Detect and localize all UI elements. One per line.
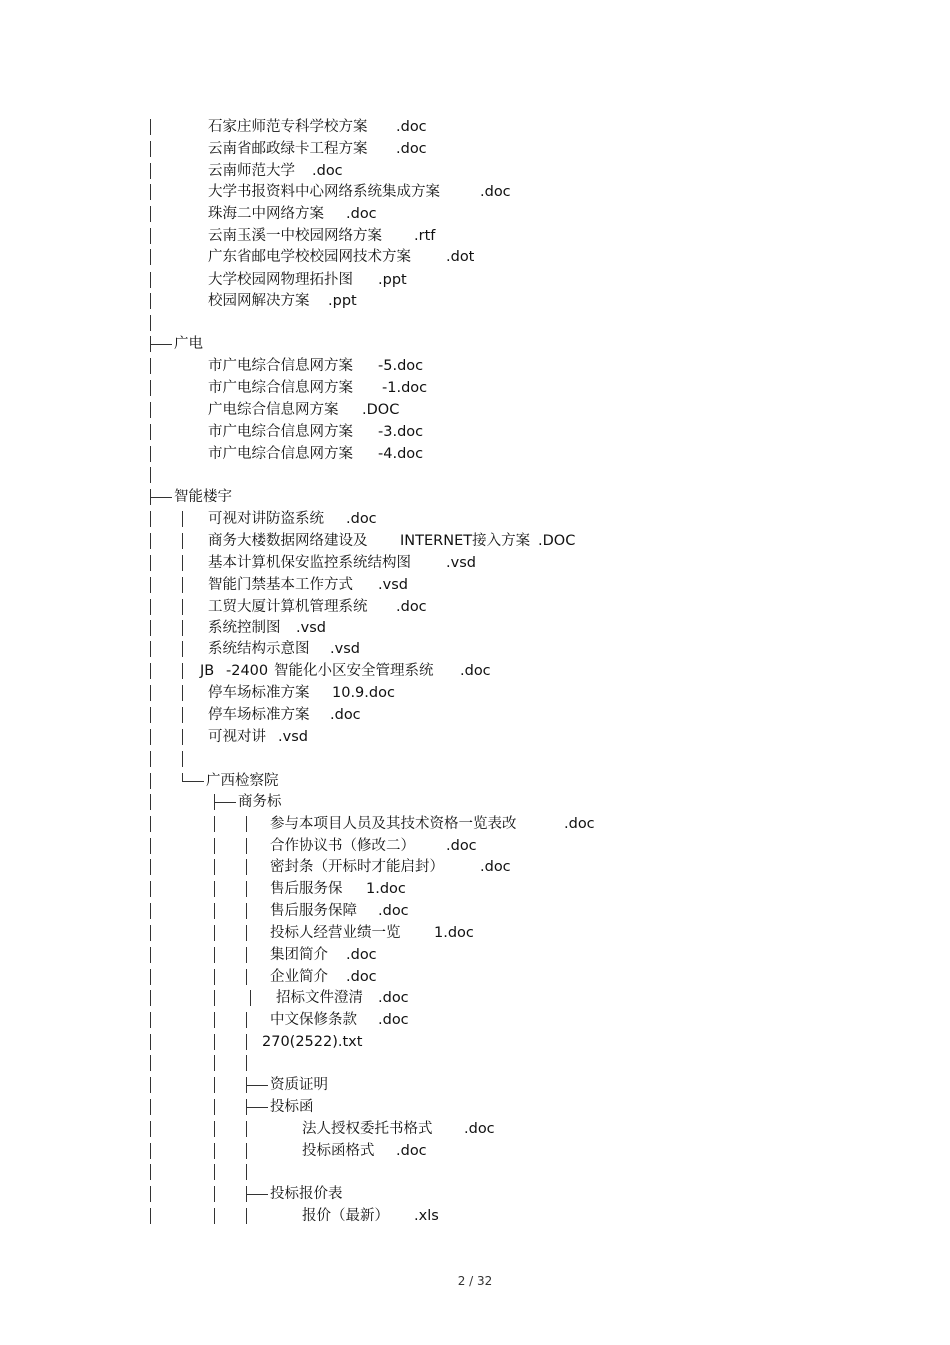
tree-vertical-bar — [150, 1077, 151, 1093]
tree-vertical-bar — [150, 1012, 151, 1028]
tree-line — [0, 813, 950, 835]
tree-item-extension: .doc — [396, 141, 427, 157]
tree-item-extension: -4.doc — [378, 446, 424, 462]
tree-item-name: 智能楼宇 — [174, 489, 232, 505]
tree-item-extension: .doc — [480, 184, 511, 200]
tree-line — [0, 203, 950, 225]
tree-vertical-bar — [150, 903, 151, 919]
tree-corner-bar — [182, 773, 183, 781]
tree-vertical-bar — [214, 1034, 215, 1050]
tree-line — [0, 900, 950, 922]
tree-vertical-bar — [150, 424, 151, 440]
tree-vertical-bar — [250, 990, 251, 1006]
tree-vertical-bar — [150, 1143, 151, 1159]
tree-vertical-bar — [182, 641, 183, 657]
tree-line — [0, 856, 950, 878]
tree-branch-connector — [246, 1194, 268, 1195]
tree-line — [0, 726, 950, 748]
tree-vertical-bar — [246, 1208, 247, 1224]
tree-vertical-bar — [150, 228, 151, 244]
tree-line — [0, 552, 950, 574]
tree-vertical-bar — [150, 402, 151, 418]
tree-item-name: 合作协议书（修改二） — [270, 838, 415, 854]
tree-vertical-bar — [150, 859, 151, 875]
tree-corner-connector — [182, 781, 204, 782]
tree-vertical-bar — [150, 511, 151, 527]
tree-vertical-bar — [150, 751, 151, 767]
tree-item-extension: .doc — [396, 599, 427, 615]
tree-item-extension: .doc — [378, 990, 409, 1006]
tree-item-name: 市广电综合信息网方案 — [208, 358, 353, 374]
tree-vertical-bar — [214, 1164, 215, 1180]
tree-item-extension: .doc — [446, 838, 477, 854]
tree-line — [0, 138, 950, 160]
tree-line — [0, 704, 950, 726]
tree-vertical-bar — [150, 315, 151, 331]
tree-item-name: 校园网解决方案 — [208, 293, 310, 309]
tree-item-name: 报价（最新） — [302, 1208, 389, 1224]
tree-item-extension: .dot — [446, 249, 475, 265]
tree-item-extension: 10.9.doc — [332, 685, 395, 701]
tree-item-name: 可视对讲 — [208, 729, 266, 745]
tree-line — [0, 443, 950, 465]
tree-item-name: 售后服务保障 — [270, 903, 357, 919]
tree-item-extension: .doc — [346, 969, 377, 985]
tree-item-name: 工贸大厦计算机管理系统 — [208, 599, 368, 615]
tree-line — [0, 682, 950, 704]
tree-line — [0, 791, 950, 813]
tree-vertical-bar — [150, 293, 151, 309]
tree-vertical-bar — [214, 816, 215, 832]
tree-line — [0, 574, 950, 596]
tree-vertical-bar — [214, 1012, 215, 1028]
tree-item-name: 系统控制图 — [208, 620, 281, 636]
tree-item-name: 270(2522).txt — [262, 1034, 363, 1050]
tree-vertical-bar — [214, 969, 215, 985]
tree-vertical-bar — [182, 620, 183, 636]
tree-vertical-bar — [150, 599, 151, 615]
tree-line — [0, 748, 950, 770]
tree-line — [0, 355, 950, 377]
tree-vertical-bar — [150, 685, 151, 701]
tree-item-name: 资质证明 — [270, 1077, 328, 1093]
tree-vertical-bar — [246, 881, 247, 897]
tree-vertical-bar — [246, 1012, 247, 1028]
tree-line — [0, 596, 950, 618]
tree-line — [0, 1205, 950, 1227]
tree-vertical-bar — [150, 620, 151, 636]
tree-vertical-bar — [150, 1034, 151, 1050]
tree-vertical-bar — [150, 358, 151, 374]
tree-vertical-bar — [182, 751, 183, 767]
tree-item-extension: 1.doc — [434, 925, 474, 941]
tree-line — [0, 246, 950, 268]
tree-item-extension: .rtf — [414, 228, 436, 244]
tree-item-name: 投标报价表 — [270, 1186, 343, 1202]
tree-line — [0, 1140, 950, 1162]
tree-vertical-bar — [150, 729, 151, 745]
tree-line — [0, 1031, 950, 1053]
tree-vertical-bar — [150, 206, 151, 222]
tree-line — [0, 1074, 950, 1096]
tree-vertical-bar — [150, 141, 151, 157]
tree-item-extension: .doc — [378, 903, 409, 919]
tree-vertical-bar — [214, 1121, 215, 1137]
tree-item-name: 投标函 — [270, 1099, 314, 1115]
tree-vertical-bar — [214, 1143, 215, 1159]
tree-vertical-bar — [150, 555, 151, 571]
tree-item-extension: 1.doc — [366, 881, 406, 897]
tree-line — [0, 1183, 950, 1205]
tree-vertical-bar — [246, 1034, 247, 1050]
tree-vertical-bar — [150, 446, 151, 462]
tree-line — [0, 770, 950, 792]
tree-line — [0, 160, 950, 182]
tree-item-extension: .doc — [346, 511, 377, 527]
tree-item-extension: .ppt — [328, 293, 357, 309]
tree-vertical-bar — [150, 663, 151, 679]
tree-line — [0, 835, 950, 857]
tree-item-name: 云南玉溪一中校园网络方案 — [208, 228, 382, 244]
tree-vertical-bar — [150, 1186, 151, 1202]
tree-vertical-bar — [150, 184, 151, 200]
tree-vertical-bar — [150, 577, 151, 593]
tree-item-name: 集团简介 — [270, 947, 328, 963]
tree-vertical-bar — [150, 881, 151, 897]
tree-line — [0, 660, 950, 682]
tree-vertical-bar — [182, 511, 183, 527]
tree-vertical-bar — [150, 816, 151, 832]
tree-item-name: 市广电综合信息网方案 — [208, 380, 353, 396]
tree-vertical-bar — [214, 1208, 215, 1224]
tree-vertical-bar — [182, 599, 183, 615]
tree-line — [0, 290, 950, 312]
tree-item-name: JB — [200, 663, 215, 679]
tree-line — [0, 464, 950, 486]
tree-vertical-bar — [150, 838, 151, 854]
tree-vertical-bar — [214, 1055, 215, 1071]
tree-item-name: 企业简介 — [270, 969, 328, 985]
tree-item-name: 广西检察院 — [206, 773, 279, 789]
tree-item-name: 智能门禁基本工作方式 — [208, 577, 353, 593]
tree-vertical-bar — [150, 641, 151, 657]
tree-vertical-bar — [214, 1186, 215, 1202]
tree-item-extension: .doc — [346, 947, 377, 963]
tree-item-name: 市广电综合信息网方案 — [208, 424, 353, 440]
tree-line — [0, 922, 950, 944]
tree-branch-connector — [246, 1085, 268, 1086]
tree-item-extension: .vsd — [296, 620, 326, 636]
tree-line — [0, 116, 950, 138]
tree-item-extension: .vsd — [446, 555, 476, 571]
tree-line — [0, 377, 950, 399]
tree-vertical-bar — [246, 1055, 247, 1071]
tree-vertical-bar — [150, 467, 151, 483]
tree-item-name: 云南省邮政绿卡工程方案 — [208, 141, 368, 157]
tree-line — [0, 333, 950, 355]
tree-vertical-bar — [150, 1121, 151, 1137]
tree-item-name: 商务大楼数据网络建设及 — [208, 533, 368, 549]
tree-item-name: 珠海二中网络方案 — [208, 206, 324, 222]
tree-item-extension: .doc — [330, 707, 361, 723]
tree-item-name: 大学校园网物理拓扑图 — [208, 272, 353, 288]
tree-vertical-bar — [150, 1099, 151, 1115]
tree-item-extension: INTERNET接入方案 — [400, 533, 531, 549]
tree-line — [0, 181, 950, 203]
tree-item-name: 停车场标准方案 — [208, 707, 310, 723]
tree-vertical-bar — [150, 249, 151, 265]
tree-line — [0, 1009, 950, 1031]
tree-vertical-bar — [214, 925, 215, 941]
tree-item-extension: .doc — [464, 1121, 495, 1137]
tree-line — [0, 399, 950, 421]
tree-item-name: 售后服务保 — [270, 881, 343, 897]
tree-item-name: 招标文件澄清 — [276, 990, 363, 1006]
tree-line — [0, 530, 950, 552]
tree-item-name: 停车场标准方案 — [208, 685, 310, 701]
tree-vertical-bar — [150, 119, 151, 135]
tree-item-name: 广东省邮电学校校园网技术方案 — [208, 249, 411, 265]
tree-line — [0, 1052, 950, 1074]
tree-item-extension: .doc — [460, 663, 491, 679]
tree-line — [0, 944, 950, 966]
tree-vertical-bar — [182, 685, 183, 701]
tree-item-extension: .doc — [346, 206, 377, 222]
tree-vertical-bar — [246, 838, 247, 854]
tree-vertical-bar — [246, 816, 247, 832]
tree-line — [0, 269, 950, 291]
tree-vertical-bar — [150, 1164, 151, 1180]
tree-vertical-bar — [214, 1077, 215, 1093]
tree-item-name: 云南师范大学 — [208, 163, 295, 179]
tree-vertical-bar — [214, 1099, 215, 1115]
tree-vertical-bar — [150, 533, 151, 549]
tree-vertical-bar — [246, 903, 247, 919]
tree-item-extension: -3.doc — [378, 424, 424, 440]
page-number: 2 / 32 — [457, 1274, 493, 1288]
tree-branch-connector — [150, 497, 172, 498]
tree-item-extension: -5.doc — [378, 358, 424, 374]
tree-vertical-bar — [150, 707, 151, 723]
tree-item-extension: .doc — [480, 859, 511, 875]
tree-line — [0, 312, 950, 334]
tree-line — [0, 508, 950, 530]
tree-vertical-bar — [246, 859, 247, 875]
tree-line — [0, 486, 950, 508]
tree-item-extension: -2400 — [226, 663, 269, 679]
tree-line — [0, 1161, 950, 1183]
tree-line — [0, 421, 950, 443]
tree-item-name: 广电综合信息网方案 — [208, 402, 339, 418]
tree-vertical-bar — [214, 990, 215, 1006]
tree-item-extension: -1.doc — [382, 380, 428, 396]
tree-vertical-bar — [150, 380, 151, 396]
tree-vertical-bar — [246, 1121, 247, 1137]
tree-vertical-bar — [150, 947, 151, 963]
tree-line — [0, 225, 950, 247]
tree-item-extension: .DOC — [362, 402, 400, 418]
tree-vertical-bar — [214, 947, 215, 963]
tree-vertical-bar — [150, 272, 151, 288]
tree-vertical-bar — [246, 1143, 247, 1159]
tree-item-name: 市广电综合信息网方案 — [208, 446, 353, 462]
tree-item-name: 石家庄师范专科学校方案 — [208, 119, 368, 135]
tree-item-name: 大学书报资料中心网络系统集成方案 — [208, 184, 440, 200]
tree-vertical-bar — [246, 947, 247, 963]
tree-item-name: 投标人经营业绩一览 — [270, 925, 401, 941]
tree-item-extension: .doc — [396, 1143, 427, 1159]
tree-item-extension: .doc — [396, 119, 427, 135]
tree-vertical-bar — [246, 1164, 247, 1180]
tree-vertical-bar — [182, 729, 183, 745]
tree-item-name: 法人授权委托书格式 — [302, 1121, 433, 1137]
tree-vertical-bar — [182, 707, 183, 723]
tree-vertical-bar — [214, 838, 215, 854]
tree-vertical-bar — [150, 925, 151, 941]
tree-item-name: 投标函格式 — [302, 1143, 375, 1159]
tree-line — [0, 617, 950, 639]
tree-vertical-bar — [150, 163, 151, 179]
tree-item-extension: .vsd — [378, 577, 408, 593]
tree-line — [0, 1096, 950, 1118]
tree-line — [0, 966, 950, 988]
tree-item-name: 系统结构示意图 — [208, 641, 310, 657]
tree-item-name: 中文保修条款 — [270, 1012, 357, 1028]
tree-item-extension: .DOC — [538, 533, 576, 549]
tree-line — [0, 878, 950, 900]
tree-vertical-bar — [182, 533, 183, 549]
tree-item-name: 可视对讲防盗系统 — [208, 511, 324, 527]
tree-vertical-bar — [182, 555, 183, 571]
tree-item-extension: .xls — [414, 1208, 439, 1224]
tree-vertical-bar — [214, 903, 215, 919]
tree-vertical-bar — [150, 990, 151, 1006]
tree-vertical-bar — [182, 577, 183, 593]
tree-vertical-bar — [214, 881, 215, 897]
tree-vertical-bar — [182, 663, 183, 679]
tree-item-name: 基本计算机保安监控系统结构图 — [208, 555, 411, 571]
tree-vertical-bar — [246, 925, 247, 941]
tree-vertical-bar — [150, 1055, 151, 1071]
tree-vertical-bar — [150, 969, 151, 985]
tree-vertical-bar — [150, 794, 151, 810]
tree-item-extension: .ppt — [378, 272, 407, 288]
tree-line — [0, 987, 950, 1009]
tree-item-extension: .vsd — [278, 729, 308, 745]
tree-line — [0, 638, 950, 660]
tree-vertical-bar — [150, 1208, 151, 1224]
tree-item-extension: .doc — [312, 163, 343, 179]
tree-branch-connector — [246, 1107, 268, 1108]
tree-item-extension: .doc — [564, 816, 595, 832]
tree-item-name: 参与本项目人员及其技术资格一览表改 — [270, 816, 517, 832]
tree-branch-connector — [150, 344, 172, 345]
tree-item-name: 广电 — [174, 336, 203, 352]
tree-vertical-bar — [214, 859, 215, 875]
tree-item-extension: .vsd — [330, 641, 360, 657]
tree-vertical-bar — [246, 969, 247, 985]
tree-branch-connector — [214, 802, 236, 803]
tree-item-extension: 智能化小区安全管理系统 — [274, 663, 434, 679]
tree-item-extension: .doc — [378, 1012, 409, 1028]
tree-item-name: 密封条（开标时才能启封） — [270, 859, 444, 875]
tree-vertical-bar — [150, 773, 151, 789]
tree-line — [0, 1118, 950, 1140]
tree-item-name: 商务标 — [238, 794, 282, 810]
